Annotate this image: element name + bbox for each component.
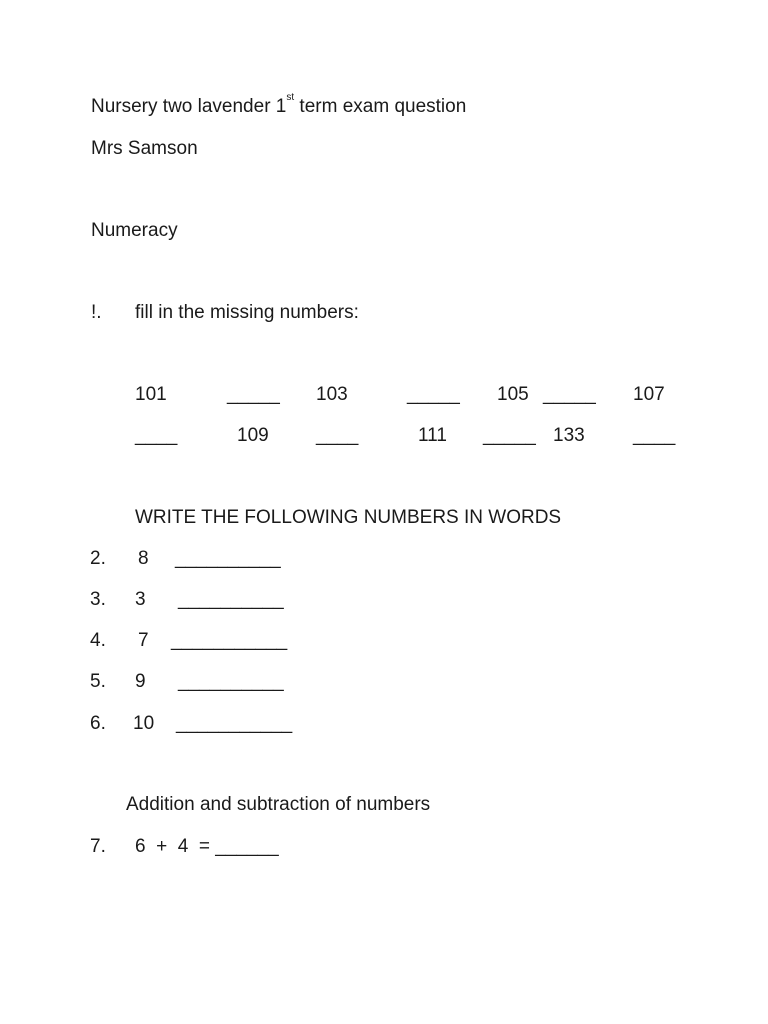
item-number: 3. xyxy=(90,589,106,610)
question-instruction-1: fill in the missing numbers: xyxy=(135,302,359,323)
item-number: 2. xyxy=(90,548,106,569)
sequence-cell: 109 xyxy=(237,425,269,446)
sequence-cell: 107 xyxy=(633,384,665,405)
exam-title: Nursery two lavender 1st term exam question xyxy=(91,92,467,117)
answer-blank: __________ xyxy=(175,548,281,569)
answer-blank: ______ xyxy=(215,836,279,857)
item-value: 7 xyxy=(138,630,149,651)
item-number: 4. xyxy=(90,630,106,651)
item-number: 7. xyxy=(90,836,106,857)
addition-expression: 6 + 4 = ______ xyxy=(135,836,279,857)
answer-blank: ___________ xyxy=(176,713,293,734)
answer-blank: __________ xyxy=(178,671,284,692)
sequence-cell: 101 xyxy=(135,384,167,405)
subject-heading: Numeracy xyxy=(91,220,178,241)
item-value: 9 xyxy=(135,671,146,692)
section-heading-addition: Addition and subtraction of numbers xyxy=(126,794,431,815)
sequence-blank: _____ xyxy=(227,384,280,405)
item-value: 8 xyxy=(138,548,149,569)
sequence-blank: ____ xyxy=(633,425,676,446)
section-heading-words: WRITE THE FOLLOWING NUMBERS IN WORDS xyxy=(135,507,562,528)
sequence-blank: _____ xyxy=(483,425,536,446)
item-value: 3 xyxy=(135,589,146,610)
sequence-blank: ____ xyxy=(135,425,178,446)
sequence-cell: 133 xyxy=(553,425,585,446)
item-value: 10 xyxy=(133,713,155,734)
item-number: 6. xyxy=(90,713,106,734)
sequence-blank: _____ xyxy=(407,384,460,405)
sequence-cell: 105 xyxy=(497,384,529,405)
teacher-name: Mrs Samson xyxy=(91,138,198,159)
sequence-cell: 111 xyxy=(418,425,447,446)
answer-blank: __________ xyxy=(178,589,284,610)
sequence-blank: ____ xyxy=(316,425,359,446)
sequence-cell: 103 xyxy=(316,384,348,405)
sequence-blank: _____ xyxy=(543,384,596,405)
question-number-1: !. xyxy=(91,302,102,323)
item-number: 5. xyxy=(90,671,106,692)
answer-blank: ___________ xyxy=(171,630,288,651)
